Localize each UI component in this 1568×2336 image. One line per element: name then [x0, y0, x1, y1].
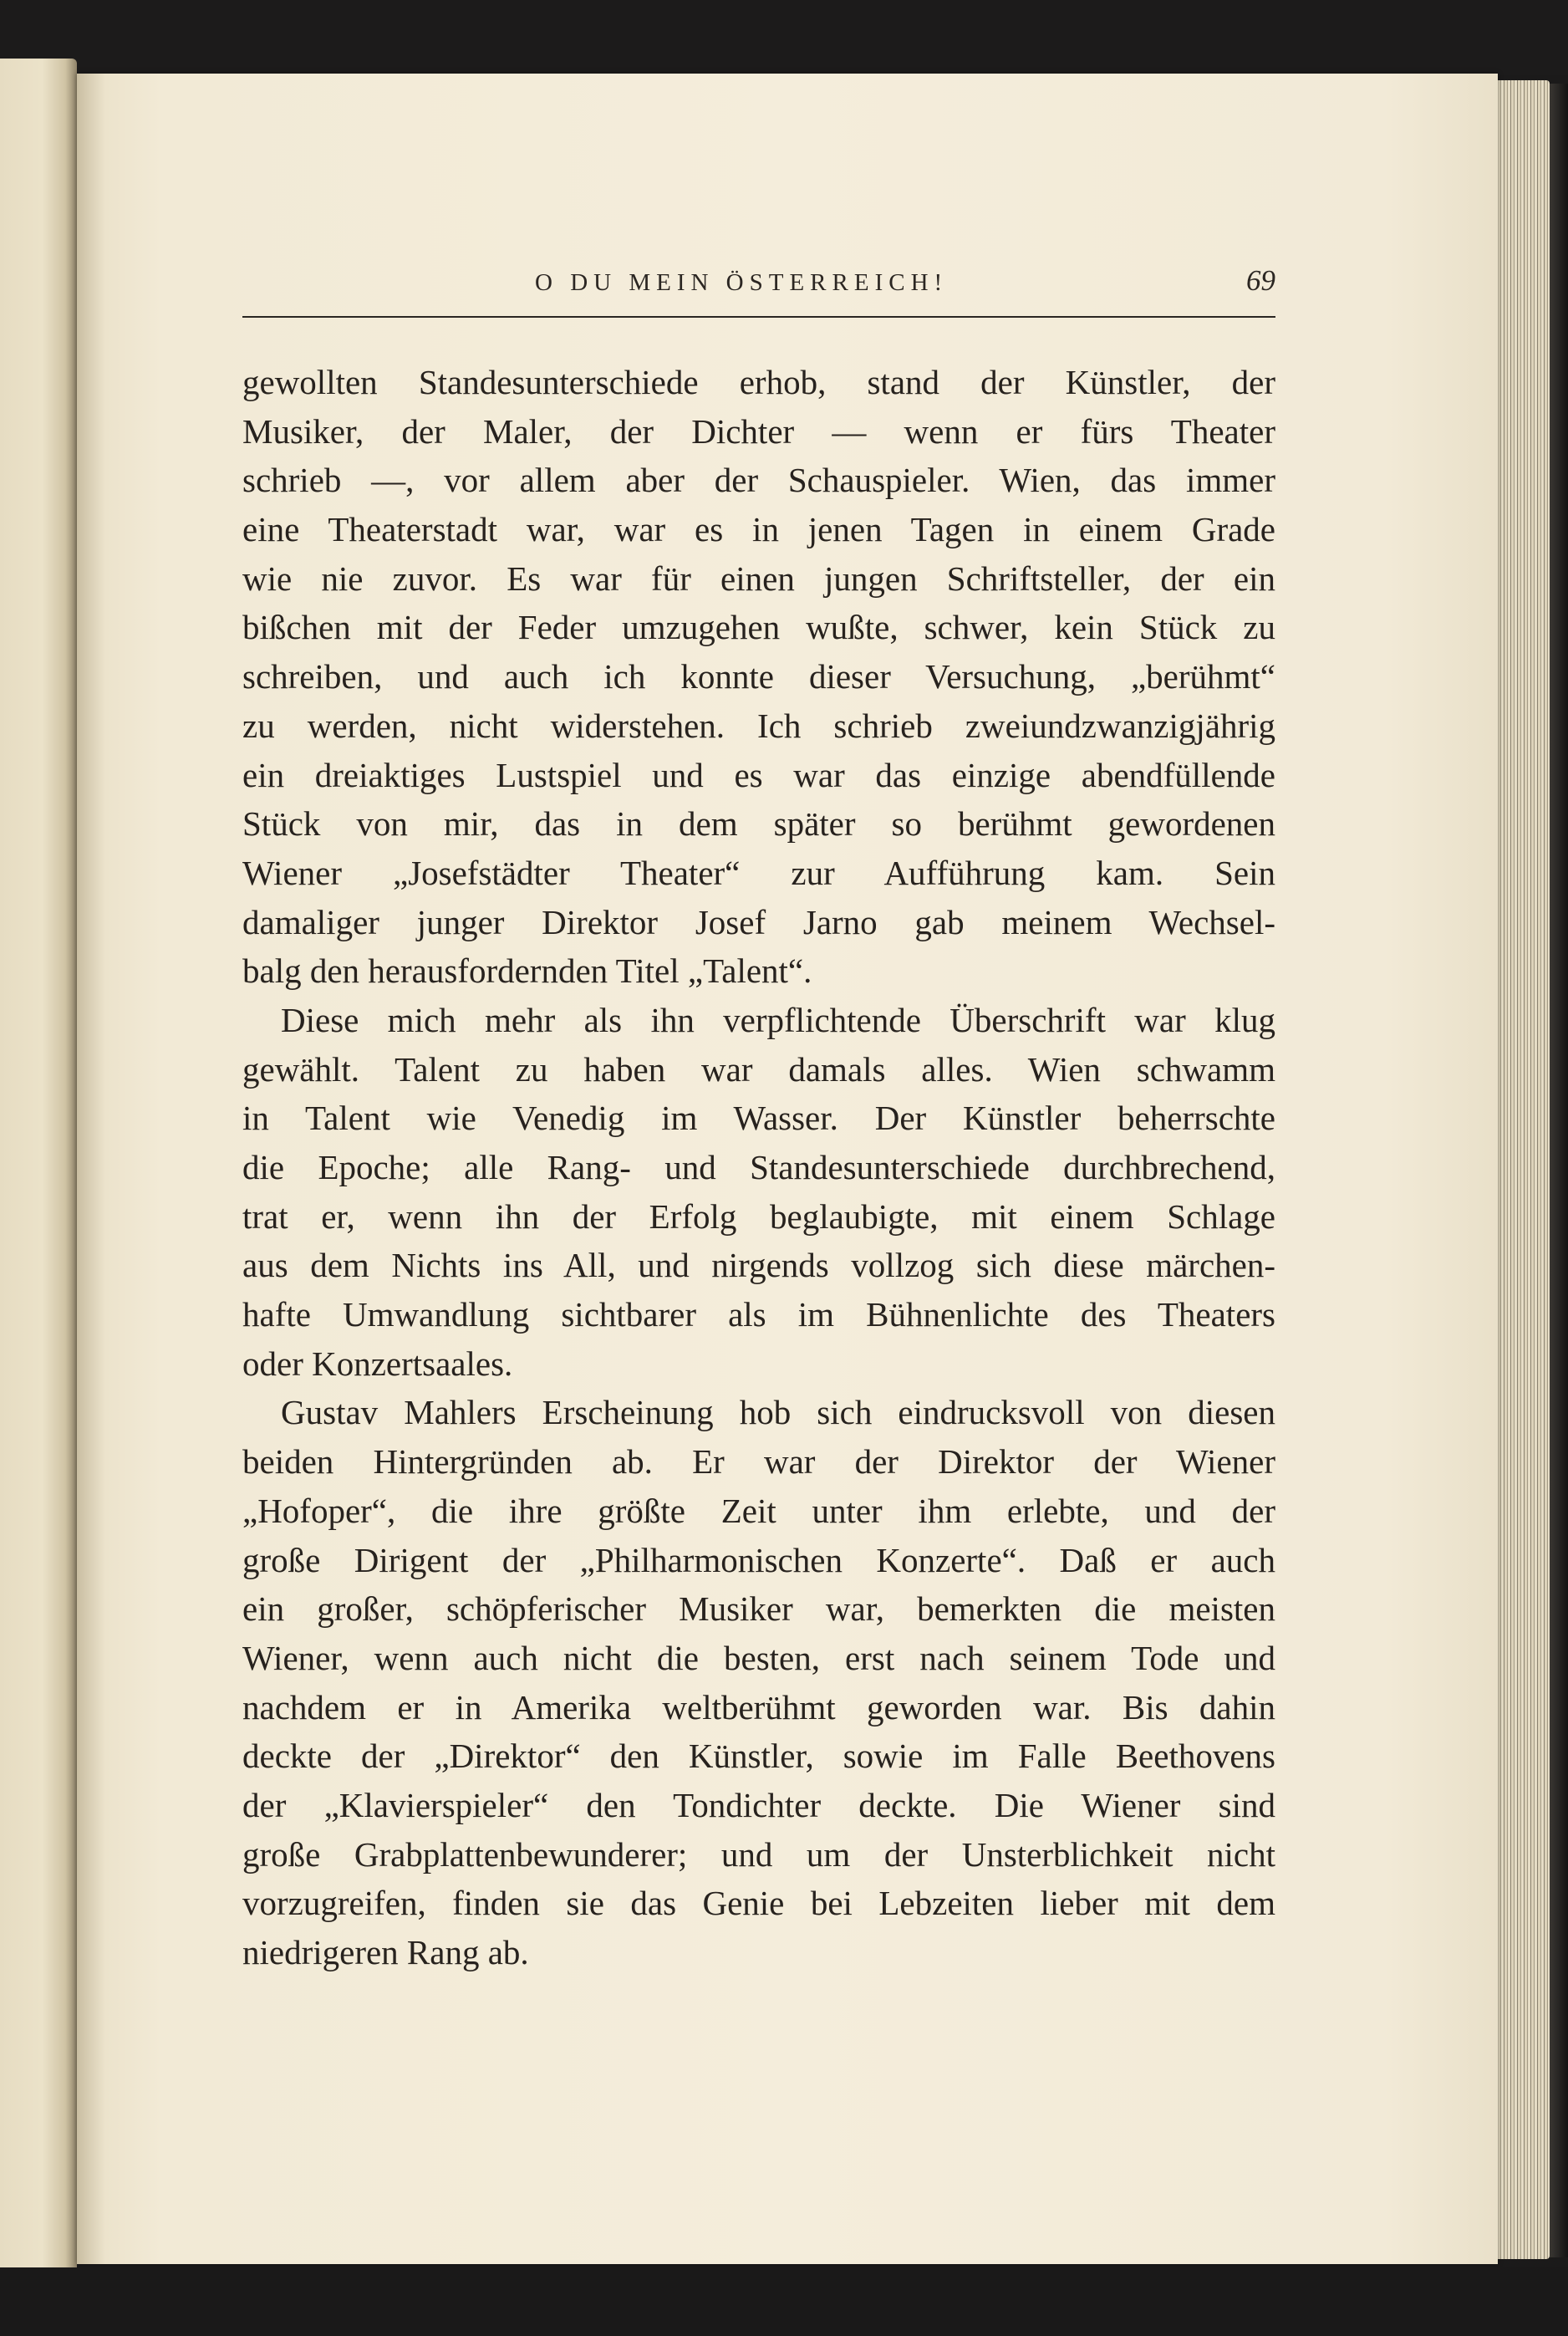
running-head [242, 266, 1275, 318]
text-line: oder Konzertsaales. [242, 1344, 513, 1383]
text-line: trat er, wenn ihn der Erfolg beglaubigte, mit einem Schlage [242, 1196, 1275, 1236]
page-number: 69 [1246, 264, 1275, 297]
text-line: eine Theaterstadt war, war es in jenen Tagen in einem Grade [242, 510, 1275, 549]
text-line: zu werden, nicht widerstehen. Ich schrieb zweiundzwanzigjährig [242, 706, 1275, 745]
text-line: schreiben, und auch ich konnte dieser Versuchung, „berühmt“ [242, 657, 1275, 696]
text-line: Stück von mir, das in dem später so berühmt gewordenen [242, 804, 1275, 844]
book-edge-shadow [1550, 84, 1568, 2257]
body-text [242, 358, 1275, 1977]
text-line: beiden Hintergründen ab. Er war der Direktor der Wiener [242, 1442, 1275, 1482]
text-line: der „Klavierspieler“ den Tondichter deckte. Die Wiener sind [242, 1785, 1275, 1824]
text-line: gewählt. Talent zu haben war damals alles. Wien schwamm [242, 1049, 1275, 1089]
text-line: Wiener, wenn auch nicht die besten, erst nach seinem Tode und [242, 1638, 1275, 1677]
text-line: aus dem Nichts ins All, und nirgends vollzog sich diese märchen- [242, 1246, 1275, 1285]
running-head-title: O DU MEIN ÖSTERREICH! [535, 269, 949, 296]
text-line: nachdem er in Amerika weltberühmt geworden war. Bis dahin [242, 1687, 1275, 1726]
text-line: niedrigeren Rang ab. [242, 1933, 529, 1971]
text-line: große Grabplattenbewunderer; und um der Unsterblichkeit nicht [242, 1834, 1275, 1874]
text-line: Musiker, der Maler, der Dichter — wenn er fürs Theater [242, 411, 1275, 451]
text-line: große Dirigent der „Philharmonischen Konzerte“. Daß er auch [242, 1540, 1275, 1579]
facing-page-edge [0, 59, 77, 2274]
text-line: Gustav Mahlers Erscheinung hob sich eindrucksvoll von diesen [281, 1393, 1275, 1432]
background-top [0, 0, 1568, 75]
background-bottom [0, 2267, 1568, 2336]
text-line: in Talent wie Venedig im Wasser. Der Künstler beherrschte [242, 1099, 1275, 1138]
text-line: Wiener „Josefstädter Theater“ zur Aufführung kam. Sein [242, 853, 1275, 892]
text-line: ein großer, schöpferischer Musiker war, bemerkten die meisten [242, 1589, 1275, 1629]
text-line: „Hofoper“, die ihre größte Zeit unter ihm erlebte, und der [242, 1491, 1275, 1530]
text-line: deckte der „Direktor“ den Künstler, sowie im Falle Beethovens [242, 1737, 1275, 1776]
text-line: gewollten Standesunterschiede erhob, stand der Künstler, der [242, 363, 1275, 401]
text-line: balg den herausfordernden Titel „Talent“. [242, 951, 812, 991]
text-line: vorzugreifen, finden sie das Genie bei Lebzeiten lieber mit dem [242, 1884, 1275, 1923]
text-line: schrieb —, vor allem aber der Schauspieler. Wien, das immer [242, 461, 1275, 500]
text-line: hafte Umwandlung sichtbarer als im Bühnenlichte des Theaters [242, 1295, 1275, 1334]
text-line: ein dreiaktiges Lustspiel und es war das einzige abendfüllende [242, 755, 1275, 794]
text-line: die Epoche; alle Rang- und Standesunterschiede durchbrechend, [242, 1148, 1275, 1186]
text-line: bißchen mit der Feder umzugehen wußte, schwer, kein Stück zu [242, 608, 1275, 647]
text-line: wie nie zuvor. Es war für einen jungen Schriftsteller, der ein [242, 558, 1275, 598]
text-line: damaliger junger Direktor Josef Jarno gab meinem Wechsel- [242, 902, 1275, 941]
text-line: Diese mich mehr als ihn verpflichtende Überschrift war klug [281, 1000, 1275, 1039]
